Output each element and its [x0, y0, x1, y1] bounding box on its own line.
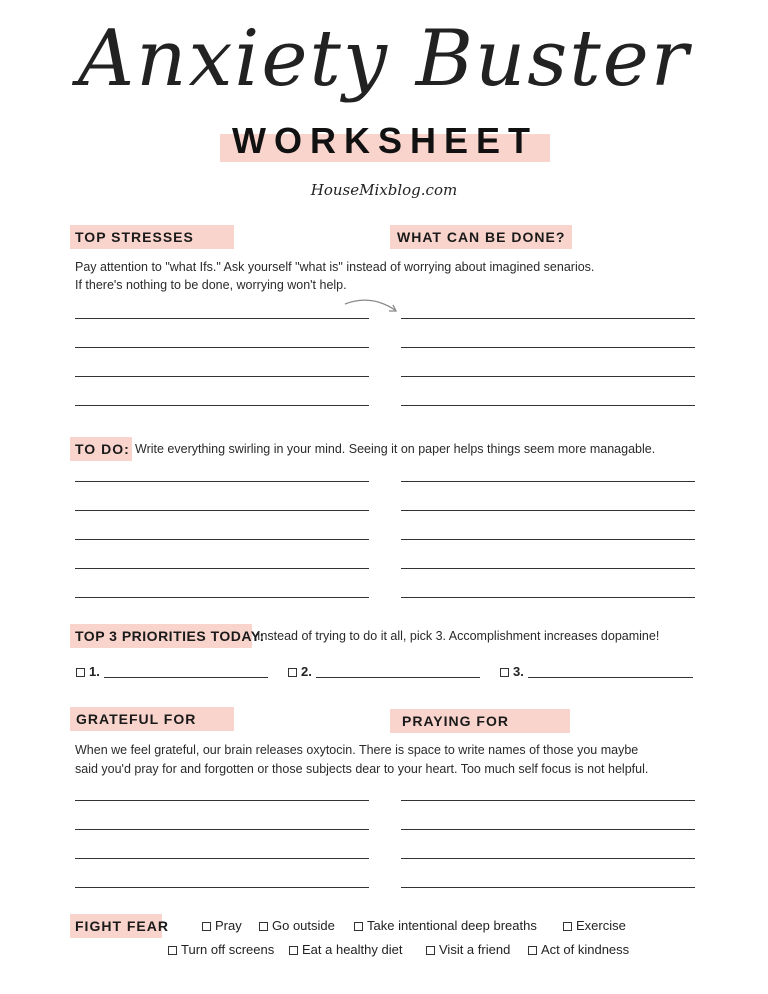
- stresses-line[interactable]: [75, 376, 369, 377]
- praying-line[interactable]: [401, 800, 695, 801]
- priorities-text: Instead of trying to do it all, pick 3. Accomplishment increases dopamine!: [257, 629, 660, 643]
- what-can-be-done-header: WHAT CAN BE DONE?: [397, 229, 566, 245]
- done-line[interactable]: [401, 376, 695, 377]
- checkbox-icon[interactable]: [500, 668, 509, 677]
- script-title: Anxiety Buster: [77, 14, 691, 104]
- section1-text-line2: If there's nothing to be done, worrying won't help.: [75, 278, 347, 292]
- praying-line[interactable]: [401, 887, 695, 888]
- done-line[interactable]: [401, 347, 695, 348]
- grateful-line[interactable]: [75, 829, 369, 830]
- stresses-line[interactable]: [75, 318, 369, 319]
- todo-line[interactable]: [75, 568, 369, 569]
- praying-line[interactable]: [401, 858, 695, 859]
- checkbox-icon[interactable]: [202, 922, 211, 931]
- checkbox-icon[interactable]: [168, 946, 177, 955]
- priorities-header: TOP 3 PRIORITIES TODAY:: [75, 628, 265, 644]
- fight-fear-option-kindness[interactable]: Act of kindness: [528, 942, 629, 957]
- priority-3-line[interactable]: [528, 677, 693, 678]
- done-line[interactable]: [401, 318, 695, 319]
- fight-fear-option-pray[interactable]: Pray: [202, 918, 242, 933]
- done-line[interactable]: [401, 405, 695, 406]
- checkbox-icon[interactable]: [354, 922, 363, 931]
- fight-fear-option-go-outside[interactable]: Go outside: [259, 918, 335, 933]
- fight-fear-option-friend[interactable]: Visit a friend: [426, 942, 510, 957]
- grateful-line[interactable]: [75, 887, 369, 888]
- todo-line[interactable]: [401, 510, 695, 511]
- section3-text-line2: said you'd pray for and forgotten or those subjects dear to your heart. Too much self focus is not helpful.: [75, 762, 649, 776]
- fight-fear-option-screens[interactable]: Turn off screens: [168, 942, 274, 957]
- priority-3[interactable]: 3.: [500, 664, 524, 679]
- todo-text: Write everything swirling in your mind. Seeing it on paper helps things seem more managable.: [135, 442, 656, 456]
- site-name: HouseMixblog.com: [310, 181, 458, 199]
- priority-1-line[interactable]: [104, 677, 268, 678]
- grateful-header: GRATEFUL FOR: [76, 711, 197, 727]
- fight-fear-header: FIGHT FEAR: [75, 918, 169, 934]
- todo-line[interactable]: [75, 597, 369, 598]
- checkbox-icon[interactable]: [289, 946, 298, 955]
- priority-2[interactable]: 2.: [288, 664, 312, 679]
- stresses-line[interactable]: [75, 405, 369, 406]
- grateful-line[interactable]: [75, 800, 369, 801]
- todo-line[interactable]: [401, 597, 695, 598]
- checkbox-icon[interactable]: [288, 668, 297, 677]
- checkbox-icon[interactable]: [259, 922, 268, 931]
- todo-line[interactable]: [401, 481, 695, 482]
- grateful-line[interactable]: [75, 858, 369, 859]
- section1-text-line1: Pay attention to "what Ifs." Ask yourself "what is" instead of worrying about imagined senarios.: [75, 260, 595, 274]
- todo-line[interactable]: [401, 539, 695, 540]
- fight-fear-option-exercise[interactable]: Exercise: [563, 918, 626, 933]
- praying-line[interactable]: [401, 829, 695, 830]
- fight-fear-option-deep-breaths[interactable]: Take intentional deep breaths: [354, 918, 537, 933]
- stresses-line[interactable]: [75, 347, 369, 348]
- praying-header: PRAYING FOR: [402, 713, 509, 729]
- top-stresses-header: TOP STRESSES: [75, 229, 194, 245]
- todo-line[interactable]: [75, 539, 369, 540]
- todo-line[interactable]: [401, 568, 695, 569]
- checkbox-icon[interactable]: [563, 922, 572, 931]
- priority-2-line[interactable]: [316, 677, 480, 678]
- arrow-icon: [343, 296, 403, 320]
- todo-line[interactable]: [75, 510, 369, 511]
- todo-line[interactable]: [75, 481, 369, 482]
- todo-header: TO DO:: [75, 441, 130, 457]
- section3-text-line1: When we feel grateful, our brain releases oxytocin. There is space to write names of those you maybe: [75, 743, 639, 757]
- page-title: WORKSHEET: [232, 120, 538, 161]
- fight-fear-option-diet[interactable]: Eat a healthy diet: [289, 942, 402, 957]
- priority-1[interactable]: 1.: [76, 664, 100, 679]
- checkbox-icon[interactable]: [426, 946, 435, 955]
- checkbox-icon[interactable]: [76, 668, 85, 677]
- checkbox-icon[interactable]: [528, 946, 537, 955]
